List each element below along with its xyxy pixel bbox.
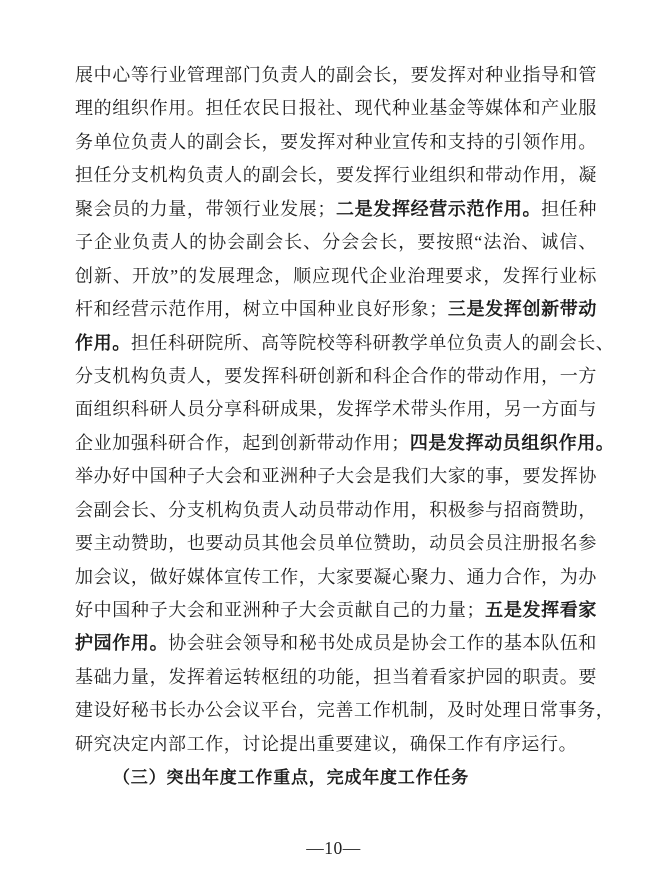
text-line [75, 494, 597, 527]
text-line [75, 92, 597, 125]
text-run: 务单位负责人的副会长，要发挥对种业宣传和支持的引领作用。 [75, 131, 597, 152]
text-run: 加会议，做好媒体宣传工作，大家要凝心聚力、通力合作，为办 [75, 566, 597, 587]
text-run: 建设好秘书长办公会议平台，完善工作机制，及时处理日常事务， [75, 700, 615, 721]
bold-run: 护园作用。 [75, 633, 169, 654]
text-run: 会副会长、分支机构负责人动员带动作用，积极参与招商赞助， [75, 499, 597, 520]
text-run: 理的组织作用。担任农民日报社、现代种业基金等媒体和产业服 [75, 98, 597, 119]
text-line [75, 360, 597, 393]
text-line [75, 627, 597, 660]
text-run: 企业加强科研合作，起到创新带动作用； [75, 432, 410, 453]
bold-run: 三是发挥创新带动 [447, 299, 597, 320]
text-line [75, 728, 597, 761]
text-line [75, 661, 597, 694]
bold-run: 四是发挥动员组织作用。 [409, 432, 615, 453]
text-line [75, 293, 597, 326]
page-number: —10— [306, 838, 361, 858]
text-line [75, 226, 597, 259]
text-run: 创新、开放”的发展理念，顺应现代企业治理要求，发挥行业标 [75, 265, 597, 286]
text-run: 分支机构负责人，要发挥科研创新和科企合作的带动作用，一方 [75, 365, 597, 386]
text-line [75, 126, 597, 159]
text-line [75, 193, 597, 226]
text-line [75, 427, 615, 460]
bold-run: 二是发挥经营示范作用。 [335, 198, 542, 219]
section-heading: （三）突出年度工作重点，完成年度工作任务 [113, 768, 469, 788]
text-run: 协会驻会领导和秘书处成员是协会工作的基本队伍和 [168, 633, 597, 654]
text-run: 面组织科研人员分享科研成果，发挥学术带头作用，另一方面与 [75, 399, 597, 420]
text-run: 杆和经营示范作用，树立中国种业良好形象； [75, 299, 448, 320]
text-line [75, 594, 597, 627]
text-line [75, 327, 615, 360]
bold-run: 作用。 [75, 332, 131, 353]
text-line [75, 159, 597, 192]
text-run: 担任种 [541, 198, 597, 219]
text-line [75, 561, 597, 594]
text-run: 展中心等行业管理部门负责人的副会长，要发挥对种业指导和管 [75, 65, 597, 85]
text-run: 子企业负责人的协会副会长、分会会长，要按照“法治、诚信、 [75, 232, 597, 253]
document-body [75, 59, 615, 795]
text-run: 基础力量，发挥着运转枢纽的功能，担当着看家护园的职责。要 [75, 666, 597, 687]
text-run: 担任科研院所、高等院校等科研教学单位负责人的副会长、 [130, 332, 615, 353]
text-run: 要主动赞助，也要动员其他会员单位赞助，动员会员注册报名参 [75, 533, 597, 554]
text-line [75, 393, 597, 426]
text-line [75, 59, 597, 92]
text-run: 研究决定内部工作，讨论提出重要建议，确保工作有序运行。 [75, 733, 578, 754]
text-line [75, 527, 597, 560]
text-line [75, 460, 597, 493]
bold-run: 五是发挥看家 [485, 600, 597, 620]
text-run: 担任分支机构负责人的副会长，要发挥行业组织和带动作用，凝 [75, 165, 597, 186]
text-line [75, 694, 615, 727]
text-run: 聚会员的力量，带领行业发展； [75, 198, 336, 219]
text-line [75, 260, 597, 293]
text-run: 好中国种子大会和亚洲种子大会贡献自己的力量； [75, 600, 486, 620]
text-run: 举办好中国种子大会和亚洲种子大会是我们大家的事，要发挥协 [75, 466, 597, 487]
